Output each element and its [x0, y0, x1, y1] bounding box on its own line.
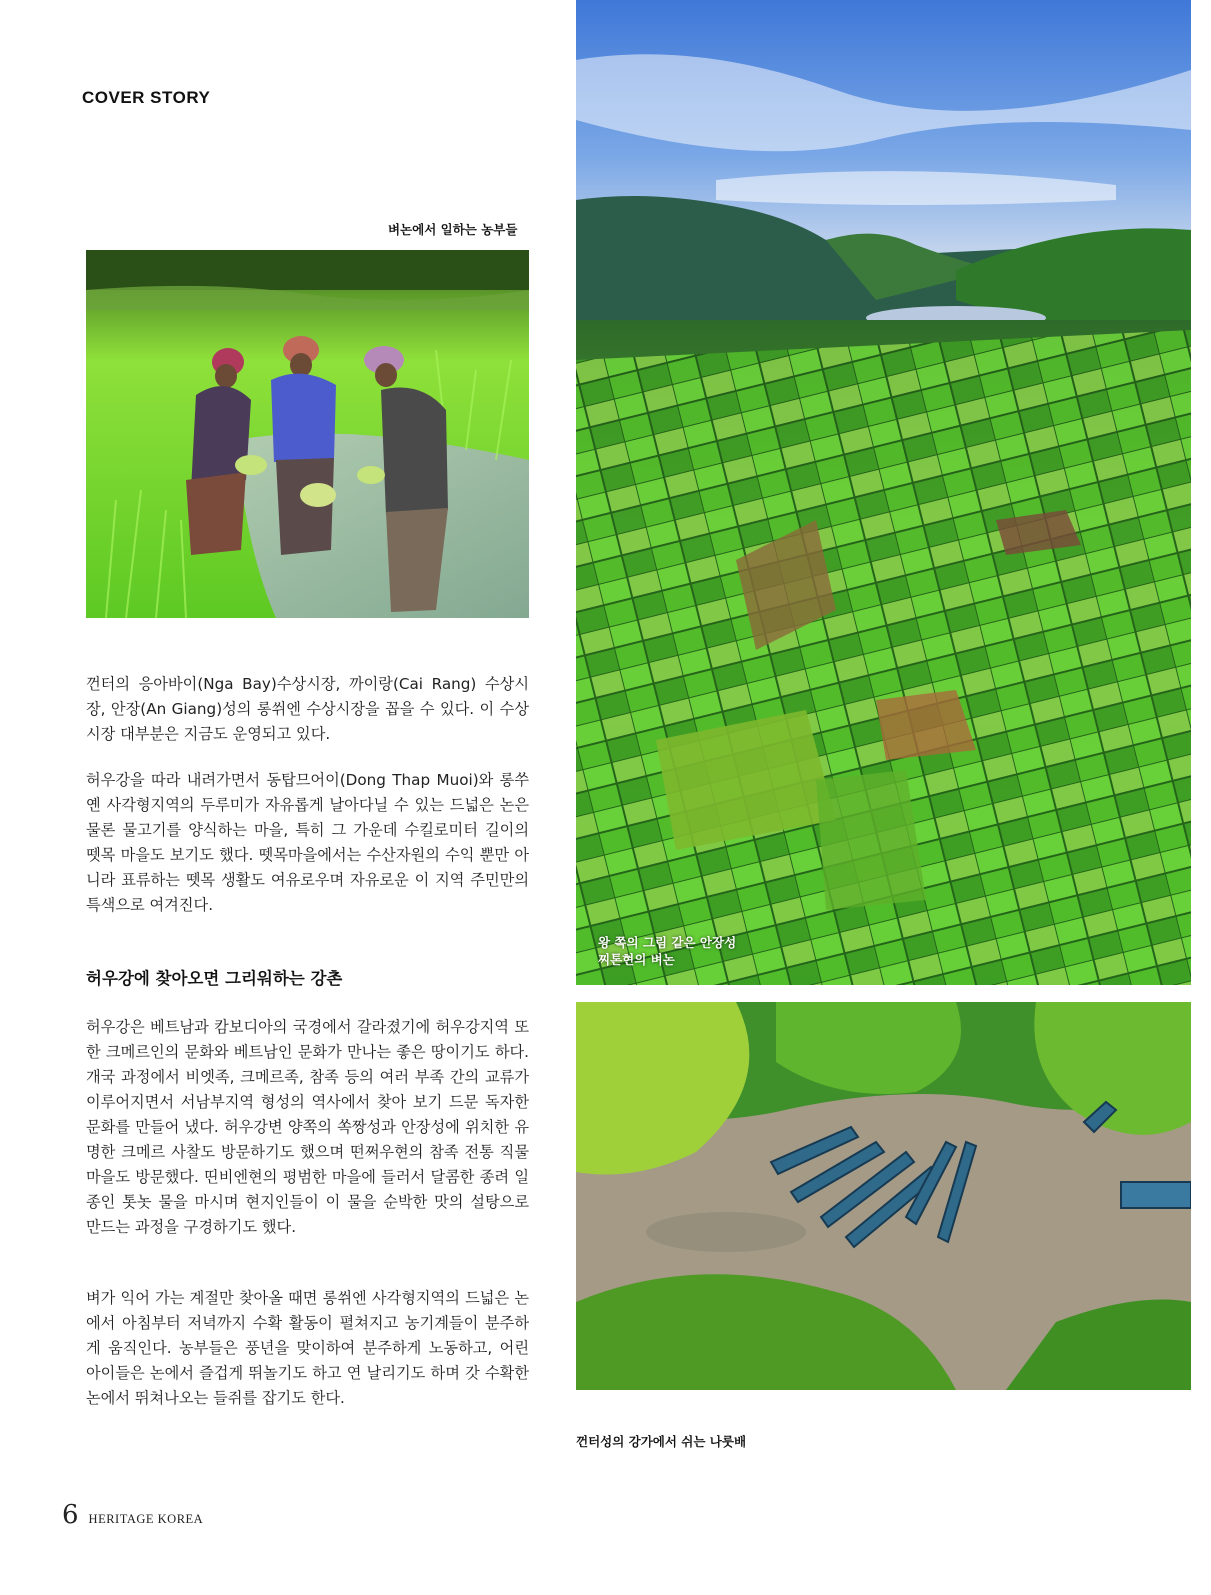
article-paragraph-4: 벼가 익어 가는 계절만 찾아올 때면 롱쒸엔 사각형지역의 드넓은 논에서 아침부터 저녁까지 수확 활동이 펼쳐지고 농기계들이 분주하게 움직인다. 농부들은 풍년을 맞이하여 분주하게 노동하고, 어린 아이들은 논에서 즐겁게 뛰놀기도 하고 연 날리기도 하며 갓 수확한 논에서 뛰쳐나오는 들쥐를 잡기도 한다.	[86, 1289, 529, 1407]
magazine-name: HERITAGE KOREA	[88, 1512, 204, 1526]
article-paragraph-1: 껀터의 응아바이(Nga Bay)수상시장, 까이랑(Cai Rang) 수상시장, 안장(An Giang)성의 롱쒸엔 수상시장을 꼽을 수 있다. 이 수상시장 대부분은 지금도 운영되고 있다.	[86, 675, 529, 743]
article-paragraph-3: 허우강은 베트남과 캄보디아의 국경에서 갈라졌기에 허우강지역 또한 크메르인의 문화와 베트남인 문화가 만나는 좋은 땅이기도 하다. 개국 과정에서 비엣족, 크메르족, 참족 등의 여러 부족 간의 교류가 이루어지면서 서남부지역 형성의 역사에서 찾아 보기 드문 독자한 문화를 만들어 냈다. 허우강변 양쪽의 쏙짱성과 안장성에 위치한 유명한 크메르 사찰도 방문하기도 했으며 떤쩌우현의 참족 전통 직물 마을도 방문했다. 띤비엔현의 평범한 마을에 들러서 달콤한 종려 일종인 톳놋 물을 마시며 현지인들이 이 물을 순박한 맛의 설탕으로 만드는 과정을 구경하기도 했다.	[86, 1018, 529, 1236]
page-number: 6	[62, 1500, 79, 1530]
river-boats-caption: 껀터성의 강가에서 쉬는 나룻배	[576, 1434, 747, 1449]
page-footer	[62, 1500, 203, 1530]
article-paragraph-2: 허우강을 따라 내려가면서 동탑므어이(Dong Thap Muoi)와 롱쑤옌 사각형지역의 두루미가 자유롭게 날아다닐 수 있는 드넓은 논은 물론 물고기를 양식하는 마을, 특히 그 가운데 수킬로미터 길이의 뗏목 마을도 보기도 했다. 뗏목마을에서는 수산자원의 수익 뿐만 아니라 표류하는 뗏목 생활도 여유로우며 자유로운 이 지역 주민만의 특색으로 여겨진다.	[86, 771, 529, 914]
aerial-fields-caption-line2: 찌톤현의 벼논	[598, 952, 675, 967]
aerial-fields-caption-line1: 왕 쪽의 그림 같은 안장성	[598, 935, 737, 950]
farmers-photo-caption: 벼논에서 일하는 농부들	[388, 222, 518, 237]
article-subheading: 허우강에 찾아오면 그리워하는 강촌	[86, 969, 343, 988]
aerial-fields-caption	[598, 934, 736, 968]
section-label: COVER STORY	[82, 88, 211, 107]
aerial-fields-photo	[576, 0, 1191, 985]
farmers-photo	[86, 250, 529, 618]
river-boats-photo	[576, 1002, 1191, 1390]
